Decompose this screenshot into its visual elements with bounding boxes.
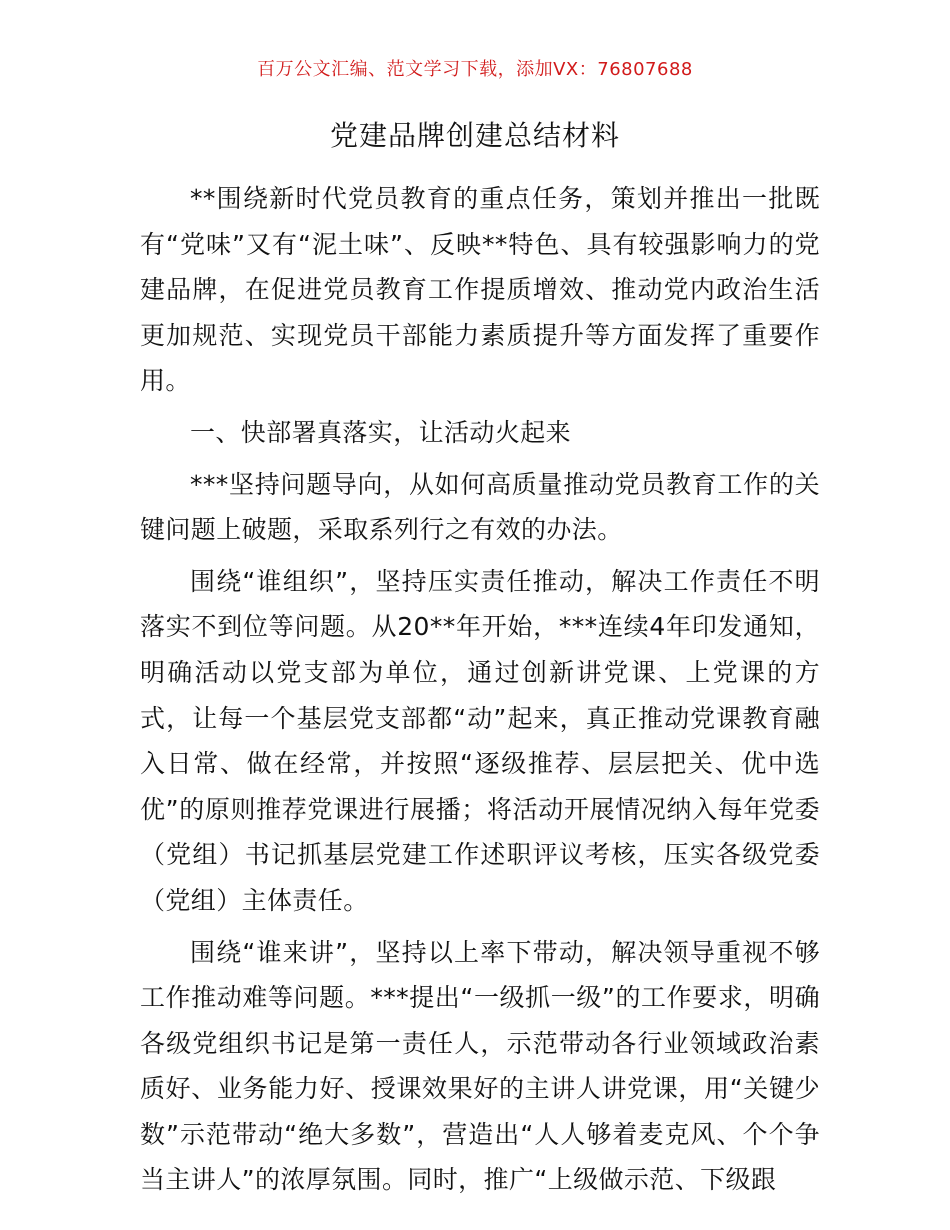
paragraph-intro: **围绕新时代党员教育的重点任务，策划并推出一批既有“党味”又有“泥土味”、反映**特色、具有较强影响力的党建品牌，在促进党员教育工作提质增效、推动党内政治生活更加规范、实现党员干部能力素质提升等方面发挥了重要作用。: [140, 184, 820, 396]
paragraph-who-speaks: 围绕“谁来讲”，坚持以上率下带动，解决领导重视不够工作推动难等问题。***提出“一级抓一级”的工作要求，明确各级党组织书记是第一责任人，示范带动各行业领域政治素质好、业务能力好、授课效果好的主讲人讲党课，用“关键少数”示范带动“绝大多数”，营造出“人人够着麦克风、个个争当主讲人”的浓厚氛围。同时，推广“上级做示范、下级跟: [140, 937, 820, 1195]
paragraph-who-organizes: 围绕“谁组织”，坚持压实责任推动，解决工作责任不明落实不到位等问题。从20**年开始，***连续4年印发通知，明确活动以党支部为单位，通过创新讲党课、上党课的方式，让每一个基层党支部都“动”起来，真正推动党课教育融入日常、做在经常，并按照“逐级推荐、层层把关、优中选优”的原则推荐党课进行展播；将活动开展情况纳入每年党委（党组）书记抓基层党建工作述职评议考核，压实各级党委（党组）主体责任。: [140, 566, 820, 915]
document-body: [140, 176, 820, 1203]
header-promo-note: 百万公文汇编、范文学习下载，添加VX：76807688: [257, 59, 693, 80]
paragraph-problem-orientation: ***坚持问题导向，从如何高质量推动党员教育工作的关键问题上破题，采取系列行之有效的办法。: [140, 469, 820, 545]
document-title: 党建品牌创建总结材料: [329, 119, 620, 152]
section-heading-1: 一、快部署真落实，让活动火起来: [190, 417, 572, 447]
